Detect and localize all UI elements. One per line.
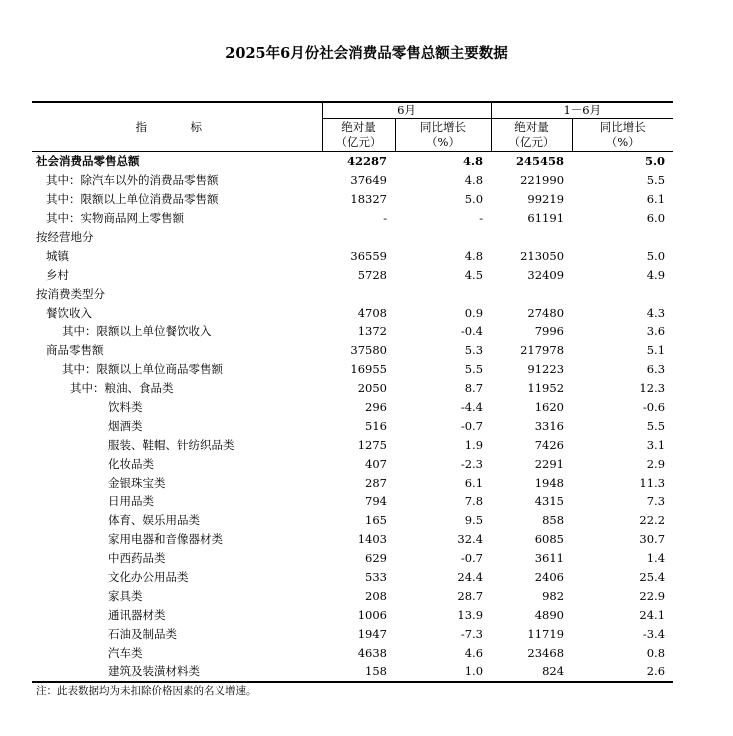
ytd-growth-value: -3.4: [642, 626, 666, 641]
june-absolute-value: 629: [365, 551, 387, 566]
june-growth-value: 24.4: [457, 570, 484, 585]
row-label: 体育、娱乐用品类: [108, 513, 200, 528]
ytd-growth-value: 5.5: [646, 173, 666, 188]
june-absolute-value: 4638: [357, 645, 387, 660]
june-growth-value: [395, 228, 491, 247]
ytd-growth-value: 5.0: [645, 154, 666, 169]
ytd-growth-value: 4.9: [646, 267, 666, 282]
ytd-absolute-value: 213050: [520, 248, 565, 263]
june-absolute-value: [322, 228, 395, 247]
table-row: [32, 549, 673, 568]
june-growth-value: 5.5: [464, 362, 484, 377]
ytd-growth-value: 1.4: [646, 551, 666, 566]
growth-unit: （%）: [426, 135, 460, 149]
table-row: [32, 341, 673, 360]
ytd-growth-value: [572, 228, 673, 247]
row-label: 其中：限额以上单位消费品零售额: [46, 192, 219, 207]
page-title: 2025年6月份社会消费品零售总额主要数据: [225, 45, 508, 62]
table-row: [32, 265, 673, 284]
table-row: [32, 454, 673, 473]
table-row: [32, 586, 673, 605]
table-row: [32, 643, 673, 662]
absolute-label: 绝对量: [514, 120, 549, 134]
ytd-absolute-value: 2291: [534, 456, 565, 471]
table-row: [32, 284, 673, 303]
retail-sales-table-wrapper: [32, 101, 673, 683]
june-absolute-value: 516: [365, 418, 387, 433]
june-absolute-value: 1006: [357, 607, 387, 622]
ytd-growth-value: 3.6: [646, 324, 666, 339]
ytd-absolute-value: 27480: [527, 305, 565, 320]
row-label: 乡村: [46, 267, 69, 282]
table-row: [32, 209, 673, 228]
table-row: [32, 322, 673, 341]
ytd-absolute-header: [491, 119, 572, 152]
ytd-absolute-value: 3611: [534, 551, 565, 566]
table-header: [32, 102, 673, 152]
june-growth-value: 9.5: [464, 513, 484, 528]
table-row: [32, 379, 673, 398]
ytd-absolute-value: 91223: [527, 362, 565, 377]
june-absolute-value: 287: [365, 475, 387, 490]
ytd-absolute-value: 221990: [520, 173, 565, 188]
june-growth-value: 4.8: [463, 154, 484, 169]
ytd-growth-value: 2.6: [572, 662, 673, 682]
absolute-label: 绝对量: [341, 120, 376, 134]
ytd-growth-value: 6.1: [646, 192, 666, 207]
table-row: [32, 246, 673, 265]
ytd-growth-value: 12.3: [639, 381, 666, 396]
row-label: 饮料类: [108, 400, 143, 415]
table-row: [32, 360, 673, 379]
june-growth-value: -: [479, 211, 484, 226]
ytd-absolute-value: 23468: [527, 645, 565, 660]
june-absolute-value: 165: [365, 513, 387, 528]
ytd-growth-value: 5.5: [646, 418, 666, 433]
row-label: 烟酒类: [108, 418, 143, 433]
june-absolute-value: 1403: [357, 532, 387, 547]
ytd-growth-value: 2.9: [646, 456, 666, 471]
row-label: 文化办公用品类: [108, 570, 189, 585]
ytd-absolute-value: 2406: [534, 570, 565, 585]
june-absolute-value: 42287: [346, 154, 387, 169]
ytd-absolute-value: [491, 284, 572, 303]
row-label: 其中：除汽车以外的消费品零售额: [46, 173, 219, 188]
row-label: 石油及制品类: [108, 626, 177, 641]
row-label: 按经营地分: [36, 230, 94, 244]
june-absolute-value: [322, 284, 395, 303]
row-label: 城镇: [46, 248, 69, 263]
june-absolute-value: 2050: [357, 381, 387, 396]
june-growth-value: -7.3: [460, 626, 484, 641]
ytd-growth-value: 22.2: [639, 513, 666, 528]
june-growth-value: -0.4: [460, 324, 484, 339]
june-growth-value: -4.4: [460, 400, 484, 415]
table-body: [32, 152, 673, 682]
ytd-growth-value: [572, 284, 673, 303]
row-label: 其中：限额以上单位餐饮收入: [62, 324, 212, 339]
growth-unit: （%）: [605, 135, 640, 149]
retail-sales-table: [32, 101, 673, 683]
absolute-unit: （亿元）: [335, 135, 382, 149]
ytd-growth-header: [572, 119, 673, 152]
june-growth-value: 1.9: [464, 437, 484, 452]
june-growth-value: 1.0: [395, 662, 491, 682]
june-growth-value: 5.3: [464, 343, 484, 358]
ytd-absolute-value: 245458: [516, 154, 565, 169]
ytd-absolute-value: 32409: [527, 267, 565, 282]
table-row: [32, 398, 673, 417]
june-growth-value: 8.7: [464, 381, 484, 396]
row-label: 通讯器材类: [108, 607, 166, 622]
ytd-absolute-value: 7426: [534, 437, 565, 452]
row-label: 按消费类型分: [36, 286, 105, 301]
ytd-growth-value: 6.3: [646, 362, 666, 377]
table-row: [32, 473, 673, 492]
june-absolute-value: -: [383, 211, 387, 226]
absolute-unit: （亿元）: [508, 135, 555, 149]
table-row: [32, 492, 673, 511]
ytd-growth-value: 11.3: [639, 475, 666, 490]
june-absolute-value: 5728: [357, 267, 387, 282]
ytd-growth-value: 22.9: [639, 588, 666, 603]
ytd-growth-value: 30.7: [639, 532, 666, 547]
ytd-absolute-value: 3316: [534, 418, 565, 433]
ytd-absolute-value: 6085: [534, 532, 565, 547]
ytd-absolute-value: 7996: [534, 324, 565, 339]
ytd-absolute-value: 99219: [527, 192, 565, 207]
table-row: [32, 568, 673, 587]
june-absolute-value: 37649: [350, 173, 387, 188]
row-label: 家用电器和音像器材类: [108, 532, 223, 547]
ytd-growth-value: 25.4: [639, 570, 666, 585]
june-absolute-value: 4708: [357, 305, 387, 320]
june-absolute-value: 1275: [357, 437, 387, 452]
june-absolute-value: 208: [365, 588, 387, 603]
row-label: 社会消费品零售总额: [36, 154, 140, 169]
ytd-absolute-value: 4890: [534, 607, 565, 622]
ytd-growth-value: 4.3: [646, 305, 666, 320]
ytd-growth-value: 24.1: [639, 607, 666, 622]
june-growth-value: 13.9: [457, 607, 484, 622]
june-absolute-value: 533: [365, 570, 387, 585]
june-period-header: 6月: [322, 102, 491, 119]
ytd-period-header: 1－6月: [491, 102, 673, 119]
table-row: [32, 624, 673, 643]
june-growth-value: -0.7: [460, 418, 484, 433]
row-label: 日用品类: [108, 494, 154, 509]
june-absolute-value: 16955: [350, 362, 387, 377]
ytd-absolute-value: 4315: [534, 494, 565, 509]
june-absolute-value: 18327: [350, 192, 387, 207]
ytd-growth-value: 7.3: [646, 494, 666, 509]
table-row: [32, 152, 673, 171]
table-row: [32, 605, 673, 624]
june-growth-value: 4.8: [464, 173, 484, 188]
table-row: [32, 190, 673, 209]
table-row: [32, 435, 673, 454]
june-growth-value: [395, 284, 491, 303]
ytd-absolute-value: [491, 228, 572, 247]
june-absolute-value: 407: [365, 456, 387, 471]
june-absolute-value: 1947: [357, 626, 387, 641]
ytd-absolute-value: 982: [542, 588, 565, 603]
row-label: 化妆品类: [108, 456, 154, 471]
ytd-growth-value: 6.0: [646, 211, 666, 226]
row-label: 商品零售额: [46, 343, 104, 358]
ytd-absolute-value: 858: [542, 513, 565, 528]
june-growth-value: 28.7: [457, 588, 484, 603]
june-growth-value: 4.5: [464, 267, 484, 282]
table-row: [32, 171, 673, 190]
table-row: [32, 228, 673, 247]
footnote: 注：此表数据均为未扣除价格因素的名义增速。: [36, 685, 257, 697]
ytd-absolute-value: 824: [491, 662, 572, 682]
june-growth-value: 4.6: [464, 645, 484, 660]
table-row: [32, 662, 673, 682]
growth-label: 同比增长: [599, 120, 646, 134]
ytd-growth-value: 3.1: [646, 437, 666, 452]
june-growth-value: 7.8: [464, 494, 484, 509]
row-label: 其中：实物商品网上零售额: [46, 211, 184, 226]
row-label: 家具类: [108, 588, 143, 603]
june-growth-value: 0.9: [464, 305, 484, 320]
june-growth-value: 6.1: [464, 475, 484, 490]
june-absolute-value: 37580: [350, 343, 387, 358]
ytd-absolute-value: 11719: [527, 626, 565, 641]
ytd-absolute-value: 217978: [520, 343, 565, 358]
ytd-growth-value: 5.1: [646, 343, 666, 358]
june-absolute-value: 36559: [350, 248, 387, 263]
june-absolute-value: 1372: [357, 324, 387, 339]
table-row: [32, 511, 673, 530]
row-label: 服装、鞋帽、针纺织品类: [108, 437, 235, 452]
june-growth-value: -2.3: [460, 456, 484, 471]
ytd-absolute-value: 11952: [527, 381, 565, 396]
ytd-absolute-value: 1948: [534, 475, 565, 490]
ytd-growth-value: -0.6: [642, 400, 666, 415]
june-growth-value: -0.7: [460, 551, 484, 566]
june-absolute-value: 158: [322, 662, 395, 682]
june-growth-header: [395, 119, 491, 152]
table-row: [32, 416, 673, 435]
june-growth-value: 5.0: [464, 192, 484, 207]
indicator-header: 指 标: [32, 102, 322, 152]
row-label: 其中：限额以上单位商品零售额: [62, 362, 223, 377]
row-label: 中西药品类: [108, 551, 166, 566]
table-row: [32, 303, 673, 322]
ytd-growth-value: 5.0: [646, 248, 666, 263]
table-row: [32, 530, 673, 549]
row-label: 餐饮收入: [46, 305, 92, 320]
ytd-growth-value: 0.8: [646, 645, 666, 660]
june-absolute-value: 794: [365, 494, 387, 509]
june-absolute-value: 296: [365, 400, 387, 415]
row-label: 其中：粮油、食品类: [70, 381, 174, 396]
june-growth-value: 32.4: [457, 532, 484, 547]
growth-label: 同比增长: [420, 120, 466, 134]
ytd-absolute-value: 1620: [534, 400, 565, 415]
row-label: 汽车类: [108, 645, 143, 660]
june-growth-value: 4.8: [464, 248, 484, 263]
row-label: 建筑及装潢材料类: [32, 662, 322, 682]
june-absolute-header: [322, 119, 395, 152]
row-label: 金银珠宝类: [108, 475, 166, 490]
ytd-absolute-value: 61191: [527, 211, 565, 226]
